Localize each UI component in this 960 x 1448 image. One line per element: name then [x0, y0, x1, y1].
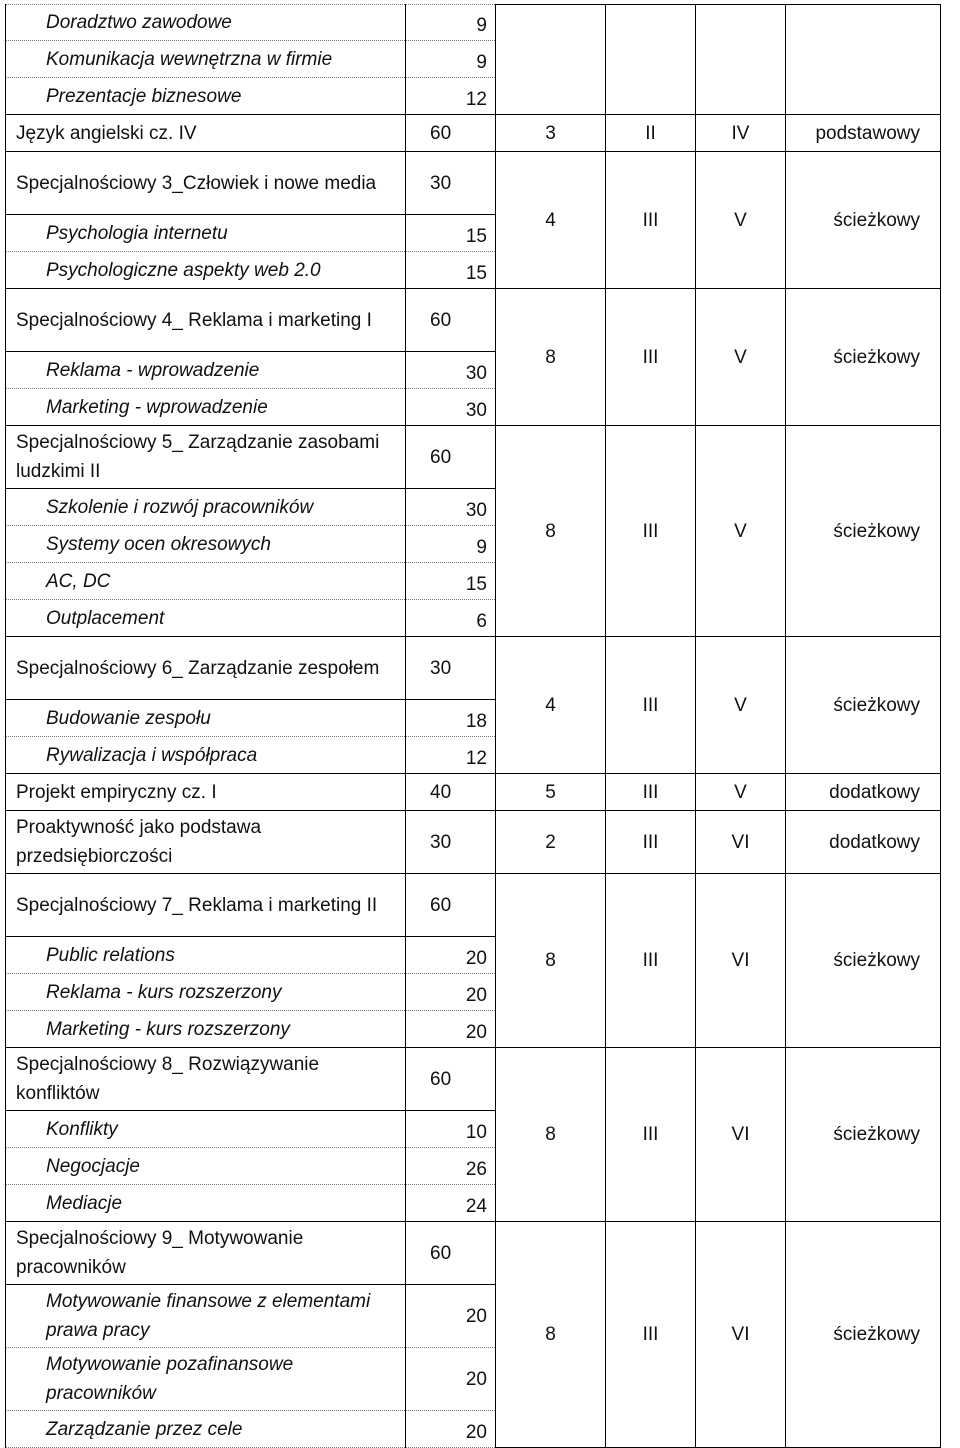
empty-cell [786, 5, 941, 115]
course-hours: 60 [406, 289, 496, 352]
subject-name: Negocjacje [6, 1148, 406, 1185]
course-ects: 4 [496, 637, 606, 774]
course-type: ścieżkowy [786, 426, 941, 637]
subject-name: Zarządzanie przez cele [6, 1411, 406, 1448]
empty-cell [496, 5, 606, 115]
course-semester: VI [696, 1222, 786, 1448]
course-name: Specjalnościowy 3_Człowiek i nowe media [6, 152, 406, 215]
table-row [6, 811, 941, 874]
table-row [6, 874, 941, 937]
subject-hours: 20 [406, 1285, 496, 1348]
subject-hours: 18 [406, 700, 496, 737]
course-year: III [606, 637, 696, 774]
course-hours: 60 [406, 426, 496, 489]
table-row [6, 5, 941, 41]
subject-name: Marketing - kurs rozszerzony [6, 1011, 406, 1048]
course-type: ścieżkowy [786, 637, 941, 774]
course-hours: 30 [406, 637, 496, 700]
course-semester: V [696, 426, 786, 637]
subject-name: Reklama - wprowadzenie [6, 352, 406, 389]
course-hours: 40 [406, 774, 496, 811]
course-ects: 8 [496, 426, 606, 637]
course-type: dodatkowy [786, 811, 941, 874]
course-semester: VI [696, 874, 786, 1048]
subject-hours: 20 [406, 1411, 496, 1448]
table-row [6, 774, 941, 811]
course-ects: 4 [496, 152, 606, 289]
course-name: Specjalnościowy 6_ Zarządzanie zespołem [6, 637, 406, 700]
course-name: Specjalnościowy 5_ Zarządzanie zasobami ludzkimi II [6, 426, 406, 489]
course-semester: V [696, 289, 786, 426]
subject-name: Komunikacja wewnętrzna w firmie [6, 41, 406, 78]
course-ects: 8 [496, 1048, 606, 1222]
course-type: ścieżkowy [786, 1222, 941, 1448]
table-row [6, 1222, 941, 1285]
curriculum-table-wrapper [5, 4, 940, 1448]
course-semester: VI [696, 811, 786, 874]
subject-hours: 9 [406, 5, 496, 41]
course-name: Specjalnościowy 7_ Reklama i marketing II [6, 874, 406, 937]
course-semester: VI [696, 1048, 786, 1222]
course-type: ścieżkowy [786, 874, 941, 1048]
subject-name: Motywowanie finansowe z elementami prawa pracy [6, 1285, 406, 1348]
course-year: III [606, 874, 696, 1048]
subject-name: Mediacje [6, 1185, 406, 1222]
subject-name: Psychologiczne aspekty web 2.0 [6, 252, 406, 289]
subject-hours: 6 [406, 600, 496, 637]
course-type: ścieżkowy [786, 152, 941, 289]
course-ects: 2 [496, 811, 606, 874]
course-ects: 5 [496, 774, 606, 811]
course-ects: 8 [496, 1222, 606, 1448]
subject-hours: 24 [406, 1185, 496, 1222]
table-row [6, 426, 941, 489]
subject-name: Konflikty [6, 1111, 406, 1148]
subject-hours: 10 [406, 1111, 496, 1148]
subject-name: Rywalizacja i współpraca [6, 737, 406, 774]
course-year: III [606, 426, 696, 637]
course-name: Specjalnościowy 4_ Reklama i marketing I [6, 289, 406, 352]
course-name: Proaktywność jako podstawa przedsiębiorczości [6, 811, 406, 874]
subject-name: Doradztwo zawodowe [6, 5, 406, 41]
course-name: Projekt empiryczny cz. I [6, 774, 406, 811]
course-name: Specjalnościowy 9_ Motywowanie pracowników [6, 1222, 406, 1285]
subject-name: Prezentacje biznesowe [6, 78, 406, 115]
subject-hours: 20 [406, 937, 496, 974]
subject-name: Psychologia internetu [6, 215, 406, 252]
subject-name: Systemy ocen okresowych [6, 526, 406, 563]
course-semester: IV [696, 115, 786, 152]
course-year: III [606, 774, 696, 811]
subject-hours: 15 [406, 252, 496, 289]
course-hours: 60 [406, 115, 496, 152]
course-type: ścieżkowy [786, 1048, 941, 1222]
subject-hours: 9 [406, 526, 496, 563]
course-name: Specjalnościowy 8_ Rozwiązywanie konfliktów [6, 1048, 406, 1111]
subject-name: Budowanie zespołu [6, 700, 406, 737]
subject-hours: 20 [406, 1011, 496, 1048]
subject-hours: 20 [406, 974, 496, 1011]
course-year: III [606, 289, 696, 426]
course-hours: 30 [406, 811, 496, 874]
subject-name: Motywowanie pozafinansowe pracowników [6, 1348, 406, 1411]
course-semester: V [696, 152, 786, 289]
subject-hours: 15 [406, 563, 496, 600]
curriculum-table [5, 4, 941, 1448]
course-year: III [606, 1222, 696, 1448]
table-row [6, 289, 941, 352]
subject-name: Reklama - kurs rozszerzony [6, 974, 406, 1011]
course-ects: 8 [496, 874, 606, 1048]
subject-name: Marketing - wprowadzenie [6, 389, 406, 426]
course-semester: V [696, 637, 786, 774]
course-hours: 60 [406, 874, 496, 937]
subject-hours: 26 [406, 1148, 496, 1185]
table-row [6, 115, 941, 152]
subject-hours: 12 [406, 737, 496, 774]
course-semester: V [696, 774, 786, 811]
course-year: III [606, 1048, 696, 1222]
subject-name: AC, DC [6, 563, 406, 600]
course-name: Język angielski cz. IV [6, 115, 406, 152]
empty-cell [606, 5, 696, 115]
course-year: III [606, 152, 696, 289]
subject-hours: 30 [406, 489, 496, 526]
course-ects: 3 [496, 115, 606, 152]
subject-hours: 12 [406, 78, 496, 115]
table-row [6, 1048, 941, 1111]
table-row [6, 637, 941, 700]
table-row [6, 152, 941, 215]
subject-hours: 30 [406, 352, 496, 389]
subject-name: Szkolenie i rozwój pracowników [6, 489, 406, 526]
subject-hours: 30 [406, 389, 496, 426]
subject-hours: 9 [406, 41, 496, 78]
subject-name: Outplacement [6, 600, 406, 637]
subject-hours: 15 [406, 215, 496, 252]
course-hours: 30 [406, 152, 496, 215]
subject-name: Public relations [6, 937, 406, 974]
empty-cell [696, 5, 786, 115]
course-type: podstawowy [786, 115, 941, 152]
course-year: II [606, 115, 696, 152]
subject-hours: 20 [406, 1348, 496, 1411]
course-ects: 8 [496, 289, 606, 426]
course-type: ścieżkowy [786, 289, 941, 426]
course-year: III [606, 811, 696, 874]
course-hours: 60 [406, 1222, 496, 1285]
course-hours: 60 [406, 1048, 496, 1111]
course-type: dodatkowy [786, 774, 941, 811]
